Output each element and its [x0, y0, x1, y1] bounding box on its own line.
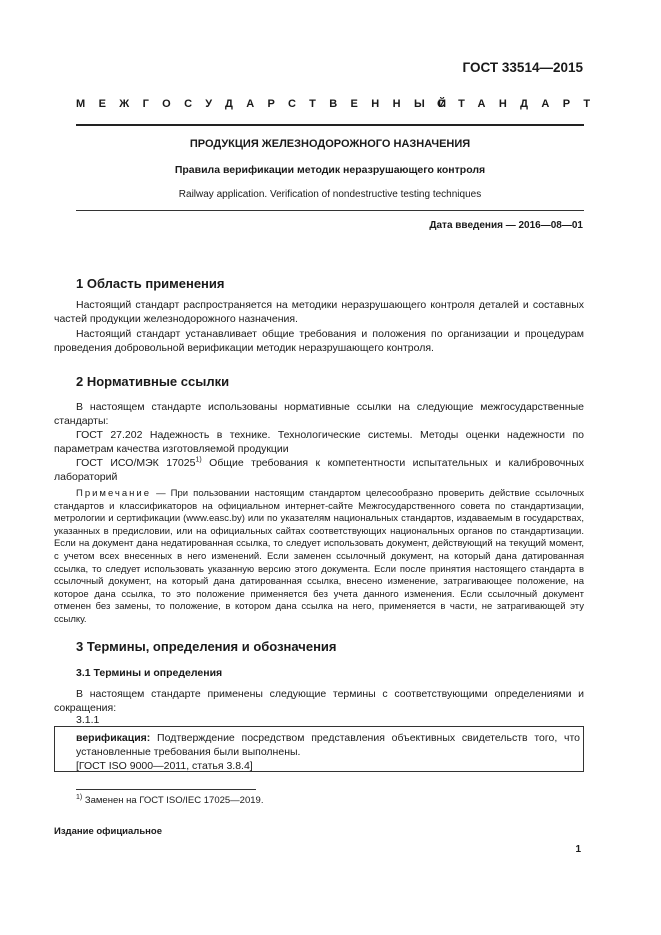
note-text: — При пользовании настоящим стандартом целесообразно проверить действие ссылочных стандартов и классификаторов на официальном интернет-сайте Межгосударственного совета по стандартизации, метрологии и сертификации (www.easc.by) или по указателям национальных стандартов, издаваемым в государствах, указанных в предисловии, или на официальных сайтах соответствующих национальных органов по стандартизации. Если на документ дана недатированная ссылка, то следует использовать документ, действующий на текущий момент, с учетом всех внесенных в него изменений. Если заменен ссылочный документ, на который дана датированная ссылка, то следует использовать указанную версию этого документа. Если после принятия настоящего стандарта в ссылочный документ, на который дана датированная ссылка, внесено изменение, затрагивающее положение, на которое дана ссылка, то это положение применяется без учета данного изменения. Если ссылочный документ отменен без замены, то положение, в котором дана ссылка на него, применяется в части, не затрагивающей эту ссылку.: [54, 488, 584, 625]
reference-code: ГОСТ ИСО/МЭК 17025: [76, 457, 196, 469]
section-2-paragraph-1: В настоящем стандарте использованы нормативные ссылки на следующие межгосударственные стандарты:: [54, 401, 584, 427]
title-rule: [76, 210, 584, 211]
footnote-text: Заменен на ГОСТ ISO/IEC 17025—2019.: [82, 795, 264, 806]
introduction-date: Дата введения — 2016—08—01: [429, 220, 583, 231]
banner-word-interstate: МЕЖГОСУДАРСТВЕННЫЙ: [76, 98, 460, 110]
document-title-english: Railway application. Verification of nondestructive testing techniques: [178, 189, 482, 200]
section-2-heading: 2 Нормативные ссылки: [76, 374, 230, 389]
section-1-paragraph-1: Настоящий стандарт распространяется на методики неразрушающего контроля деталей и составных частей продукции железнодорожного назначения.: [54, 299, 584, 325]
edition-label: Издание официальное: [54, 826, 162, 837]
footnote-mark: 1): [76, 793, 83, 801]
note-paragraph: [54, 488, 584, 627]
term-number: 3.1.1: [76, 714, 100, 726]
footnote-rule: [76, 789, 256, 790]
reference-gost-iso-17025: [54, 456, 584, 484]
reference-title: Общие требования к компетентности испытательных и калибровочных лабораторий: [54, 457, 584, 483]
standard-type-banner: [76, 98, 604, 110]
note-label: Примечание: [76, 488, 151, 499]
section-3-paragraph-1: В настоящем стандарте применены следующие термины с соответствующими определениями и сокращения:: [54, 688, 584, 714]
document-title: ПРОДУКЦИЯ ЖЕЛЕЗНОДОРОЖНОГО НАЗНАЧЕНИЯ: [189, 138, 471, 150]
top-rule: [76, 124, 584, 126]
standard-number: ГОСТ 33514—2015: [462, 60, 583, 75]
banner-word-standard: СТАНДАРТ: [437, 98, 604, 110]
document-subtitle: Правила верификации методик неразрушающего контроля: [174, 164, 486, 176]
term-definition-text: Подтверждение посредством представления объективных свидетельств того, что установленные требования были выполнены.: [76, 732, 580, 758]
term-definition: [76, 731, 580, 759]
section-3-heading: 3 Термины, определения и обозначения: [76, 639, 337, 654]
page-number: 1: [575, 844, 581, 855]
subsection-3-1-heading: 3.1 Термины и определения: [76, 667, 223, 679]
reference-gost-27202: ГОСТ 27.202 Надежность в технике. Технологические системы. Методы оценки надежности по параметрам качества изготовляемой продукции: [54, 429, 584, 455]
footnote: [76, 795, 263, 806]
term-word: верификация:: [76, 732, 151, 744]
section-1-heading: 1 Область применения: [76, 276, 225, 291]
footnote-marker: 1): [195, 456, 202, 464]
term-source-reference: [ГОСТ ISO 9000—2011, статья 3.8.4]: [76, 760, 253, 772]
section-1-paragraph-2: Настоящий стандарт устанавливает общие требования и положения по организации и процедурам проведения добровольной верификации методик неразрушающего контроля.: [54, 328, 584, 354]
